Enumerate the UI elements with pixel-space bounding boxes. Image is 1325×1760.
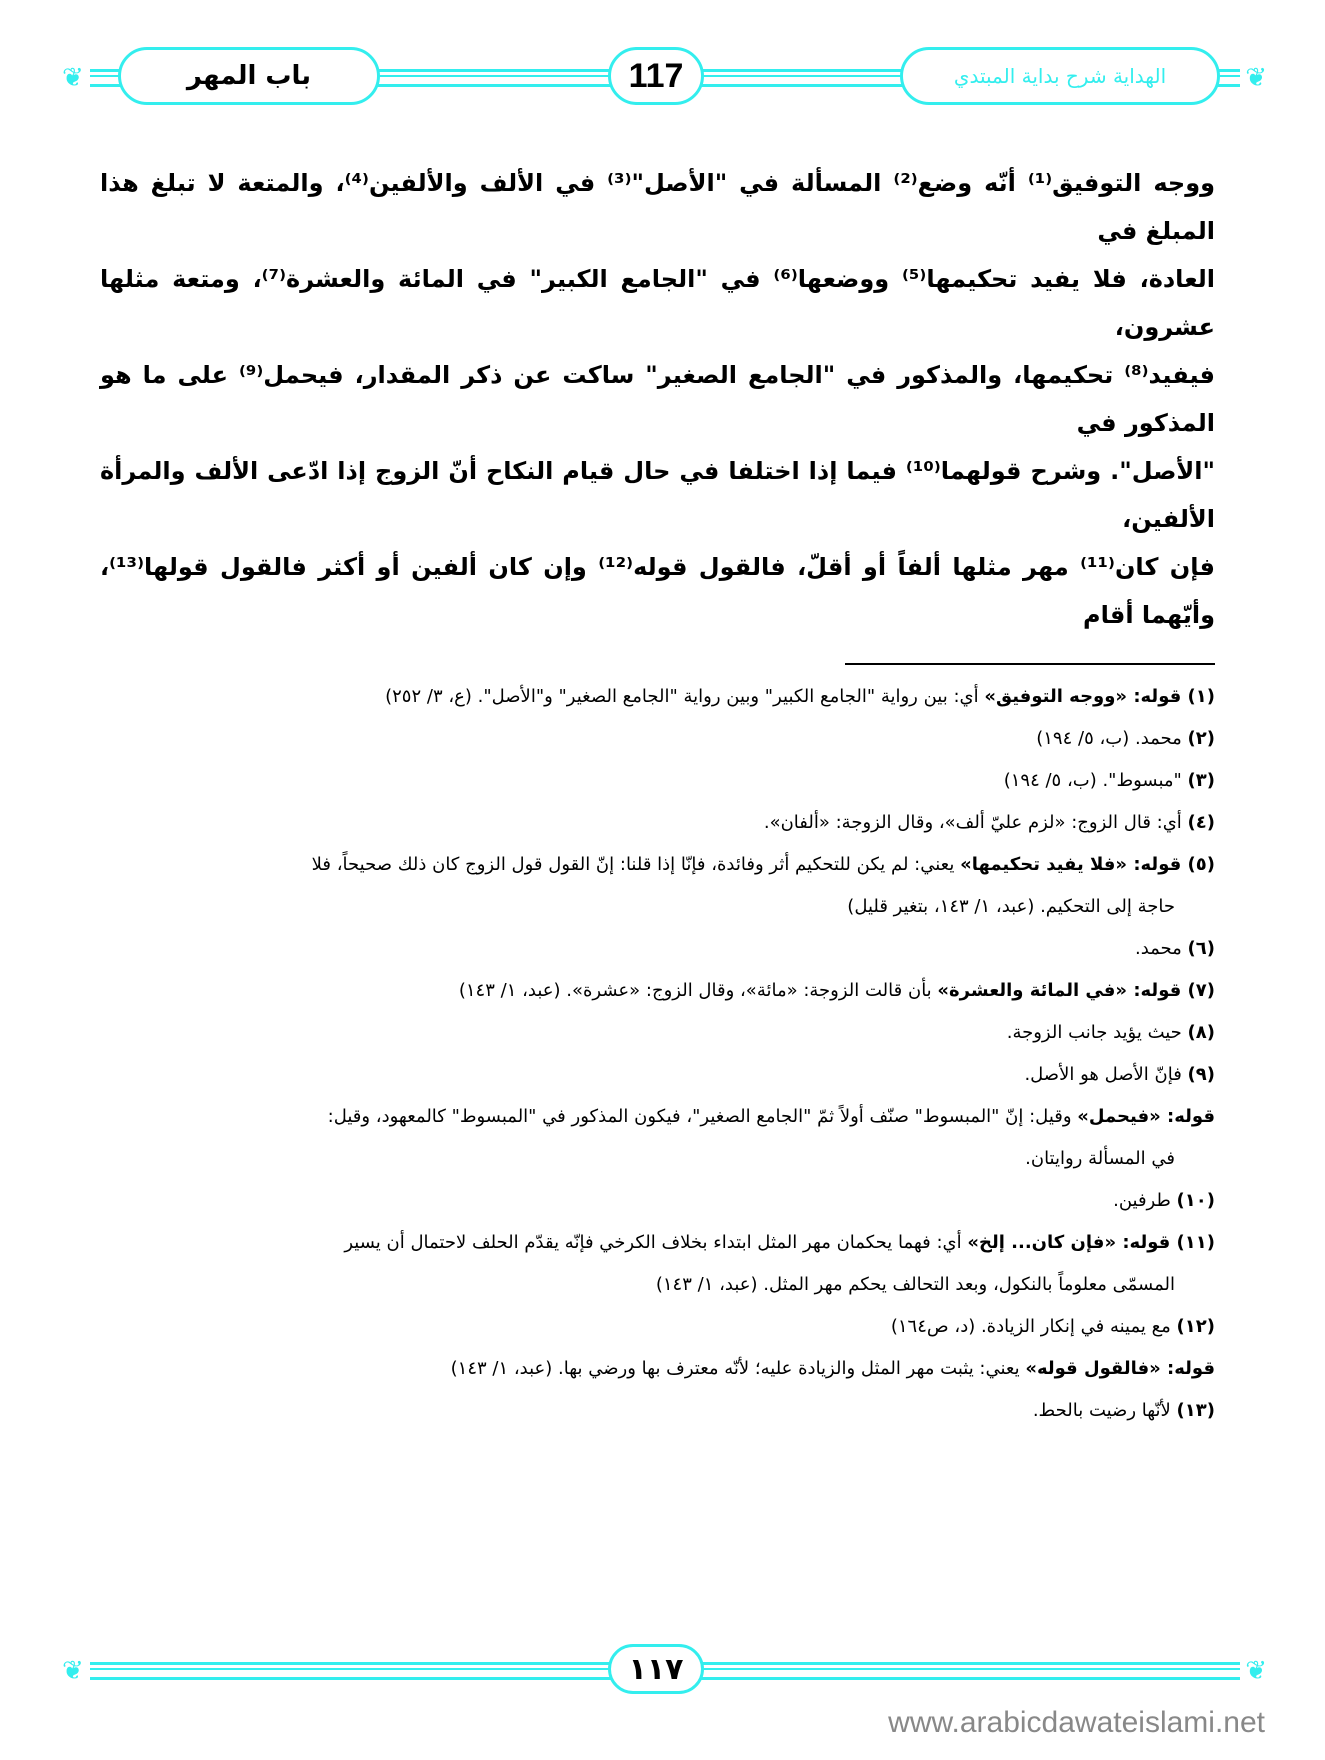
- ornament-icon: ❦: [1245, 1656, 1267, 1686]
- footnote-label: (٢): [1187, 728, 1215, 749]
- page-number: 117: [608, 47, 704, 105]
- footnote: [95, 763, 1215, 799]
- footnote: [95, 805, 1215, 841]
- footnote: [95, 679, 1215, 715]
- footnote-text: مع يمينه في إنكار الزيادة. (د، ص١٦٤): [890, 1316, 1177, 1337]
- footnote-label: (٥) قوله: «فلا يفيد تحكيمها»: [960, 854, 1215, 875]
- website-link[interactable]: www.arabicdawateislami.net: [888, 1706, 1265, 1739]
- text-line: فإن كان⁽¹¹⁾ مهر مثلها ألفاً أو أقلّ، فالقول قوله⁽¹²⁾ وإن كان ألفين أو أكثر فالقول قولها⁽¹³⁾، وأيّهما أقام: [100, 553, 1215, 629]
- footnote-label: (١٢): [1176, 1316, 1215, 1337]
- footnote-text: فإنّ الأصل هو الأصل.: [1024, 1064, 1188, 1085]
- footnote: [95, 1015, 1215, 1051]
- footnote-label: (١) قوله: «ووجه التوفيق»: [984, 686, 1215, 707]
- page-header: [0, 45, 1325, 109]
- footnote-text: حاجة إلى التحكيم. (عبد، ١/ ١٤٣، بتغير قليل): [847, 896, 1175, 917]
- footnote: [95, 1267, 1215, 1303]
- footnote-label: (٤): [1187, 812, 1215, 833]
- footnote: [95, 1309, 1215, 1345]
- footnote: [95, 1183, 1215, 1219]
- footnote-label: (١١) قوله: «فإن كان... إلخ»: [967, 1232, 1215, 1253]
- book-title-logo: الهداية شرح بداية المبتدي: [900, 47, 1220, 105]
- footnote-text: وقيل: إنّ "المبسوط" صنّف أولاً ثمّ "الجامع الصغير"، فيكون المذكور في "المبسوط" كالمعهود، وقيل:: [327, 1106, 1078, 1127]
- footnote-label: (٨): [1187, 1022, 1215, 1043]
- footnote-text: لأنّها رضيت بالحط.: [1032, 1400, 1177, 1421]
- footnote-text: "مبسوط". (ب، ٥/ ١٩٤): [1003, 770, 1188, 791]
- footnote: [95, 847, 1215, 883]
- footnote-text: حيث يؤيد جانب الزوجة.: [1006, 1022, 1188, 1043]
- footnotes: [95, 679, 1215, 1435]
- footnote-text: بأن قالت الزوجة: «مائة»، وقال الزوج: «عشرة». (عبد، ١/ ١٤٣): [458, 980, 938, 1001]
- footnote: [95, 1351, 1215, 1387]
- ornament-icon: ❦: [1245, 63, 1267, 93]
- ornament-icon: ❦: [62, 1656, 84, 1686]
- chapter-title: باب المهر: [118, 47, 380, 105]
- footnote-text: يعني: لم يكن للتحكيم أثر وفائدة، فإنّا إذا قلنا: إنّ القول قول الزوج كان ذلك صحيحاً، فلا: [311, 854, 961, 875]
- footnote: [95, 889, 1215, 925]
- footnote: [95, 1225, 1215, 1261]
- footnote-text: محمد.: [1134, 938, 1188, 959]
- footnote-text: يعني: يثبت مهر المثل والزيادة عليه؛ لأنّه معترف بها ورضي بها. (عبد، ١/ ١٤٣): [450, 1358, 1026, 1379]
- footnote: [95, 1141, 1215, 1177]
- footnote: [95, 721, 1215, 757]
- ornament-icon: ❦: [62, 63, 84, 93]
- footnote-label: (٩): [1187, 1064, 1215, 1085]
- footnote-label: قوله: «فيحمل»: [1077, 1106, 1215, 1127]
- footnote-label: (٣): [1187, 770, 1215, 791]
- page-footer: [0, 1638, 1325, 1702]
- footnote-label: (٧) قوله: «في المائة والعشرة»: [937, 980, 1215, 1001]
- footnote: [95, 1099, 1215, 1135]
- text-line: ووجه التوفيق⁽¹⁾ أنّه وضع⁽²⁾ المسألة في "الأصل"⁽³⁾ في الألف والألفين⁽⁴⁾، والمتعة لا تبلغ هذا المبلغ في: [100, 169, 1216, 245]
- footnote-label: قوله: «فالقول قوله»: [1025, 1358, 1215, 1379]
- footnote: [95, 1057, 1215, 1093]
- footnote-label: (١٠): [1176, 1190, 1215, 1211]
- footnote-text: أي: فهما يحكمان مهر المثل ابتداء بخلاف الكرخي فإنّه يقدّم الحلف لاحتمال أن يسير: [344, 1232, 968, 1253]
- footnote: [95, 931, 1215, 967]
- spacer: [0, 1435, 1325, 1638]
- footnote: [95, 1393, 1215, 1429]
- footnote-label: (٦): [1187, 938, 1215, 959]
- text-line: "الأصل". وشرح قولهما⁽¹⁰⁾ فيما إذا اختلفا في حال قيام النكاح أنّ الزوج إذا ادّعى الألف والمرأة الألفين،: [100, 457, 1215, 533]
- footnote: [95, 973, 1215, 1009]
- url-row: [0, 1706, 1325, 1740]
- footnote-text: في المسألة روايتان.: [1025, 1148, 1175, 1169]
- footer-page-number: ١١٧: [608, 1644, 704, 1694]
- footnote-separator: [845, 663, 1215, 665]
- footnote-text: المسمّى معلوماً بالنكول، وبعد التحالف يحكم مهر المثل. (عبد، ١/ ١٤٣): [655, 1274, 1175, 1295]
- footnote-label: (١٣): [1176, 1400, 1215, 1421]
- text-line: فيفيد⁽⁸⁾ تحكيمها، والمذكور في "الجامع الصغير" ساكت عن ذكر المقدار، فيحمل⁽⁹⁾ على ما هو المذكور في: [100, 361, 1215, 437]
- footnote-text: طرفين.: [1113, 1190, 1177, 1211]
- main-text: [100, 159, 1215, 639]
- text-line: العادة، فلا يفيد تحكيمها⁽⁵⁾ ووضعها⁽⁶⁾ في "الجامع الكبير" في المائة والعشرة⁽⁷⁾، ومتعة مثلها عشرون،: [100, 265, 1215, 341]
- footnote-text: أي: قال الزوج: «لزم عليّ ألف»، وقال الزوجة: «ألفان».: [763, 812, 1188, 833]
- footnote-text: محمد. (ب، ٥/ ١٩٤): [1036, 728, 1188, 749]
- footnote-text: أي: بين رواية "الجامع الكبير" وبين رواية "الجامع الصغير" و"الأصل". (ع، ٣/ ٢٥٢): [385, 686, 985, 707]
